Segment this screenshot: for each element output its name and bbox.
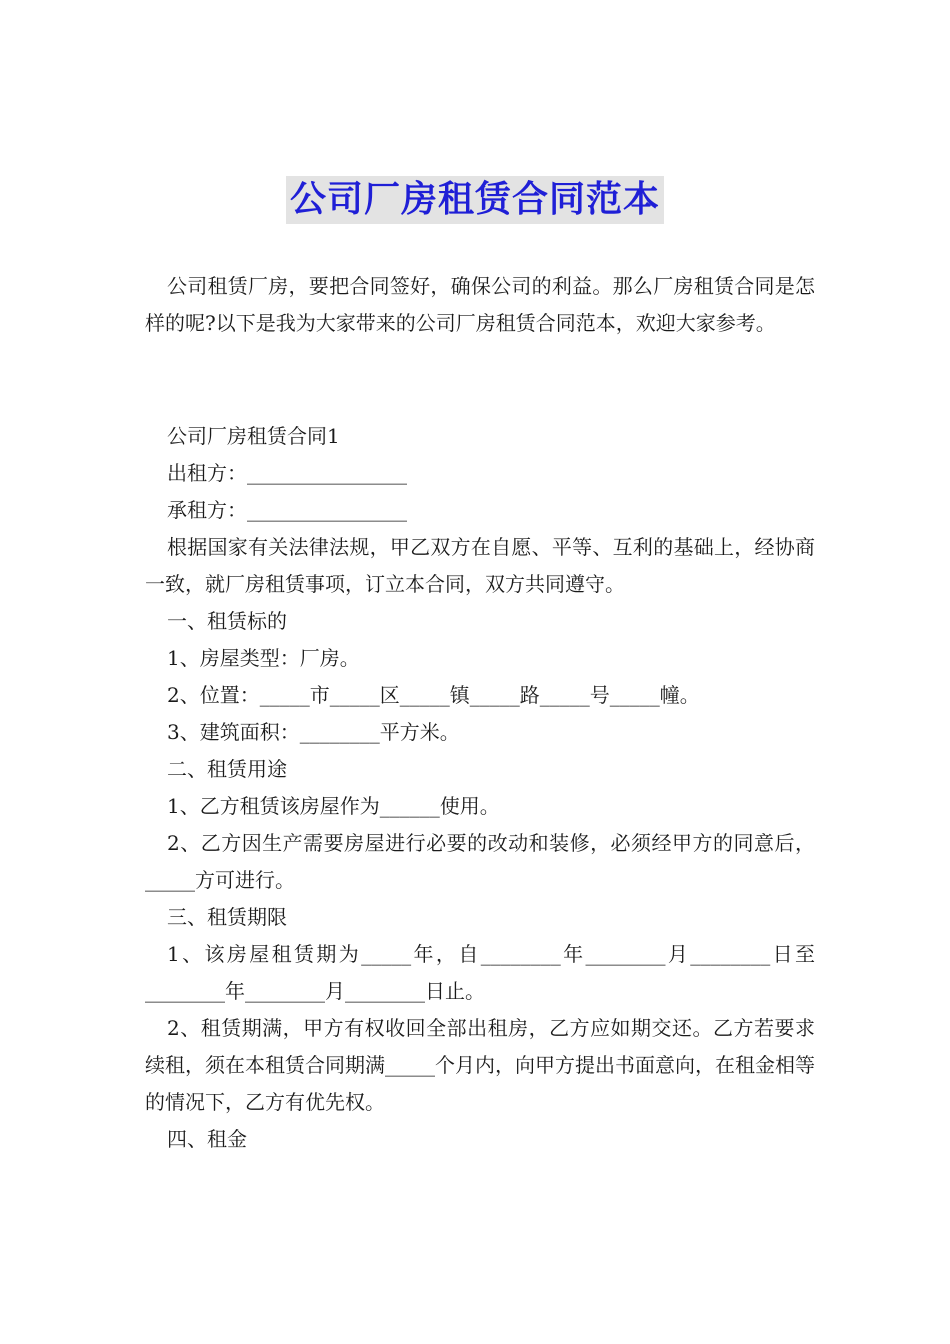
lessee-line: 承租方：________________	[167, 498, 407, 522]
section-spacer	[145, 342, 815, 418]
section-1-item-2: 2、位置：_____市_____区_____镇_____路_____号_____幢。	[167, 683, 700, 707]
section-2-item-2: 2、乙方因生产需要房屋进行必要的改动和装修，必须经甲方的同意后，_____方可进行。	[145, 831, 815, 892]
section-3-item-1: 1、该房屋租赁期为_____年，自________年________月________日至________年________月________日止。	[145, 942, 815, 1003]
intro-paragraph: 公司租赁厂房，要把合同签好，确保公司的利益。那么厂房租赁合同是怎样的呢?以下是我为大家带来的公司厂房租赁合同范本，欢迎大家参考。	[145, 274, 815, 335]
contract-heading: 公司厂房租赁合同1	[167, 424, 340, 448]
section-1-title: 一、租赁标的	[167, 609, 287, 633]
section-4-title: 四、租金	[167, 1127, 247, 1151]
section-2-item-1: 1、乙方租赁该房屋作为______使用。	[167, 794, 500, 818]
document-body	[145, 268, 815, 1158]
section-3-title: 三、租赁期限	[167, 905, 287, 929]
lessor-line: 出租方：________________	[167, 461, 407, 485]
title-container	[0, 176, 950, 224]
section-3-item-2: 2、租赁期满，甲方有权收回全部出租房，乙方应如期交还。乙方若要求续租，须在本租赁合同期满_____个月内，向甲方提出书面意向，在租金相等的情况下，乙方有优先权。	[145, 1016, 815, 1114]
section-1-item-3: 3、建筑面积：________平方米。	[167, 720, 460, 744]
preamble-paragraph: 根据国家有关法律法规，甲乙双方在自愿、平等、互利的基础上，经协商一致，就厂房租赁事项，订立本合同，双方共同遵守。	[145, 535, 815, 596]
section-1-item-1: 1、房屋类型：厂房。	[167, 646, 360, 670]
document-title: 公司厂房租赁合同范本	[286, 176, 664, 224]
section-2-title: 二、租赁用途	[167, 757, 287, 781]
